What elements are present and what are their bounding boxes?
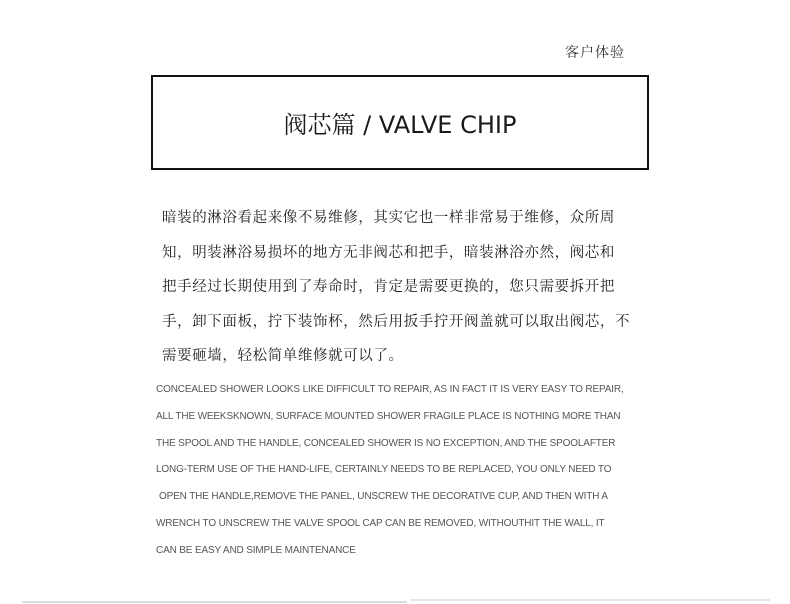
en-text-line: LONG-TERM USE OF THE HAND-LIFE, CERTAINLY NEEDS TO BE REPLACED, YOU ONLY NEED TO	[156, 464, 612, 476]
zh-text-line: 需要砸墙，轻松简单维修就可以了。	[162, 348, 404, 364]
en-text-line: OPEN THE HANDLE,REMOVE THE PANEL, UNSCREW THE DECORATIVE CUP, AND THEN WITH A	[159, 491, 608, 503]
zh-text-line: 暗装的淋浴看起来像不易维修，其实它也一样非常易于维修，众所周	[162, 210, 615, 226]
bottom-divider	[22, 601, 407, 603]
bottom-divider	[410, 599, 770, 601]
chinese-description	[162, 201, 652, 374]
zh-text-line: 把手经过长期使用到了寿命时，肯定是需要更换的，您只需要拆开把	[162, 279, 615, 295]
en-text-line: CONCEALED SHOWER LOOKS LIKE DIFFICULT TO REPAIR, AS IN FACT IT IS VERY EASY TO REPAIR,	[156, 384, 624, 395]
page-title: 阀芯篇 / VALVE CHIP	[283, 111, 517, 139]
title-box	[151, 75, 649, 170]
en-text-line: ALL THE WEEKSKNOWN, SURFACE MOUNTED SHOWER FRAGILE PLACE IS NOTHING MORE THAN	[156, 410, 621, 422]
en-text-line: CAN BE EASY AND SIMPLE MAINTENANCE	[156, 544, 356, 556]
en-text-line: THE SPOOL AND THE HANDLE, CONCEALED SHOWER IS NO EXCEPTION, AND THE SPOOLAFTER	[156, 437, 616, 449]
zh-text-line: 手，卸下面板，拧下装饰杯，然后用扳手拧开阀盖就可以取出阀芯，不	[162, 313, 631, 330]
en-text-line: WRENCH TO UNSCREW THE VALVE SPOOL CAP CAN BE REMOVED, WITHOUTHIT THE WALL, IT	[156, 517, 605, 529]
zh-text-line: 知，明装淋浴易损坏的地方无非阀芯和把手，暗装淋浴亦然，阀芯和	[162, 244, 615, 261]
section-label: 客户体验	[565, 45, 625, 61]
english-description	[156, 377, 651, 565]
